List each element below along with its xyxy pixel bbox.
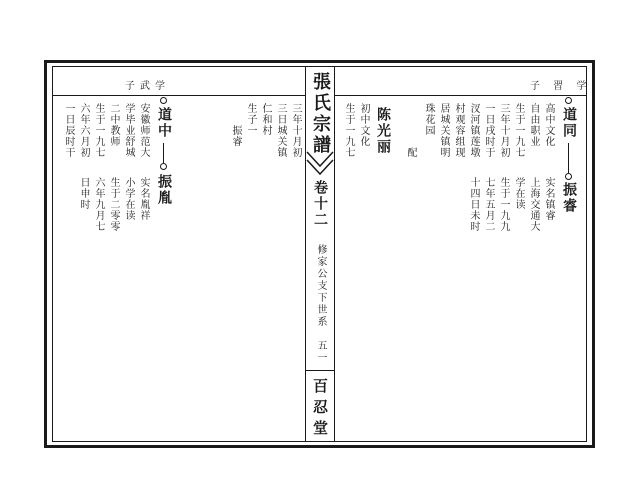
lineage-circle-icon: [160, 163, 167, 170]
volume-number: 卷十二: [312, 180, 328, 228]
text-column: 十四日未时: [468, 177, 479, 232]
text-column: 安徽师范大: [138, 103, 149, 158]
lineage-line: [568, 143, 569, 173]
text-column: 一日戌时于: [483, 103, 494, 158]
person-name: 陈光丽: [375, 107, 391, 155]
text-column: 生子一: [245, 103, 256, 136]
text-column: 三年十月初: [290, 103, 301, 158]
text-column: 上海交通大: [528, 177, 539, 232]
text-column: 三年十月初: [498, 103, 509, 158]
text-column: 实名胤祥: [138, 177, 149, 221]
lineage-line: [163, 143, 164, 163]
text-column: 生于一九七: [343, 103, 354, 158]
text-column: 六年六月初: [78, 103, 89, 158]
text-column: 六年九月七: [93, 177, 104, 232]
text-column: 学在读: [513, 177, 524, 210]
lineage-circle-icon: [565, 97, 572, 104]
text-column: 实名镇睿: [543, 177, 554, 221]
text-column: 学毕业舒城: [123, 103, 134, 158]
text-column: 汊河镇莲墩: [468, 103, 479, 158]
person-name: 振睿: [561, 182, 577, 214]
text-column: 生于一九七: [93, 103, 104, 158]
text-column: 初中文化: [358, 103, 369, 147]
text-column: 七年五月二: [483, 177, 494, 232]
text-column: 村观容组现: [453, 103, 464, 158]
hall-name: 百忍堂: [311, 378, 329, 441]
lineage-circle-icon: [565, 173, 572, 180]
spouse-label: 配: [405, 147, 416, 158]
text-column: 生于一九九: [498, 177, 509, 232]
text-column: 生于二零零: [108, 177, 119, 232]
text-column: 小学在读: [123, 177, 134, 221]
text-column: 生于一九七: [513, 103, 524, 158]
text-column: 三日城关镇: [275, 103, 286, 158]
spine-divider: [306, 370, 334, 371]
person-name: 道中: [156, 107, 172, 139]
lineage-circle-icon: [160, 97, 167, 104]
section-subtitle: 修家公支下世系 五一: [315, 244, 326, 364]
person-name: 振胤: [156, 174, 172, 206]
left-page-header: 子武学: [125, 81, 170, 92]
text-column: 振睿: [230, 125, 241, 147]
genealogy-title: 張氏宗譜: [310, 72, 331, 156]
right-page-header: 子 習 学: [530, 81, 592, 92]
person-name: 道同: [561, 107, 577, 139]
text-column: 一日辰时干: [63, 103, 74, 158]
left-header-rule: [52, 95, 305, 96]
text-column: 仁和村: [260, 103, 271, 136]
text-column: 自由职业: [528, 103, 539, 147]
text-column: 高中文化: [543, 103, 554, 147]
text-column: 日申时: [78, 177, 89, 210]
right-header-rule: [335, 95, 587, 96]
text-column: 二中教师: [108, 103, 119, 147]
text-column: 珠花园: [423, 103, 434, 136]
text-column: 居城关镇明: [438, 103, 449, 158]
